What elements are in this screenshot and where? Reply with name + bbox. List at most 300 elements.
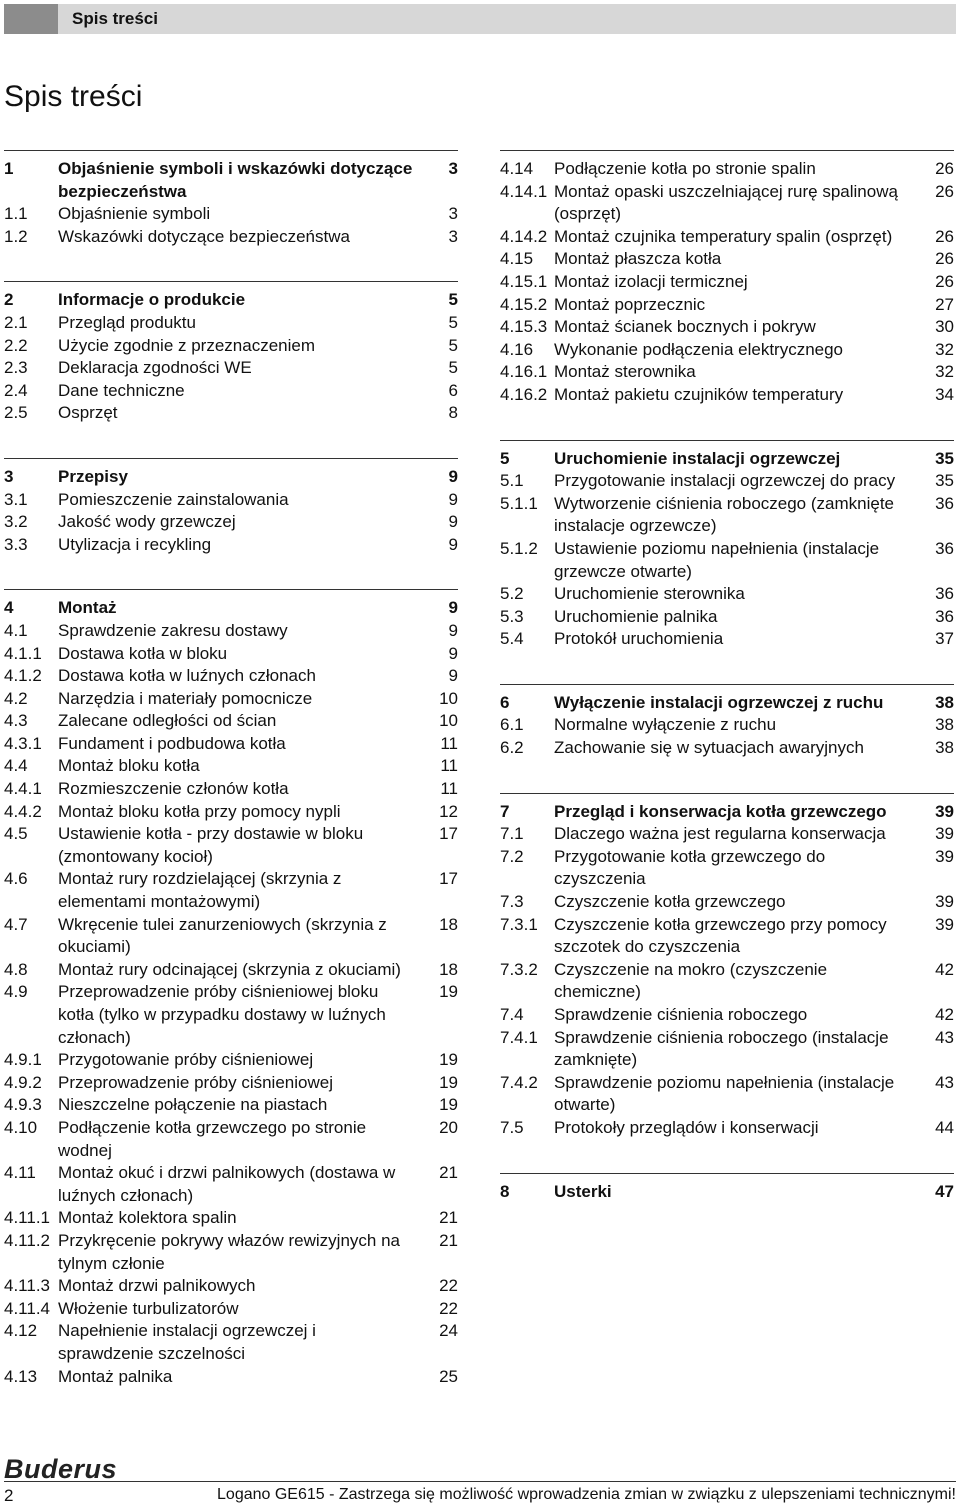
entry-page: 9 — [448, 466, 458, 486]
entry-number: 4.2 — [4, 688, 28, 708]
toc-section — [500, 793, 954, 1140]
toc-entry[interactable] — [500, 226, 954, 249]
toc-entry[interactable] — [500, 316, 954, 339]
entry-number: 7.4.1 — [500, 1027, 538, 1047]
entry-title: Montaż bloku kotła przy pomocy nypli — [58, 801, 341, 821]
entry-page: 5 — [448, 358, 458, 378]
toc-section — [500, 150, 954, 407]
entry-page: 47 — [935, 1181, 954, 1201]
entry-title: Podłączenie kotła po stronie spalin — [554, 159, 816, 178]
entry-page: 26 — [935, 159, 954, 178]
section-gap — [500, 407, 954, 440]
entry-page: 32 — [935, 339, 954, 359]
entry-number: 4.15.3 — [500, 317, 548, 337]
entry-page: 17 — [439, 869, 458, 889]
entry-title: Nieszczelne połączenie na piastach — [58, 1095, 328, 1115]
entry-page: 17 — [439, 824, 458, 844]
entry-page: 43 — [935, 1027, 954, 1047]
entry-number: 3.2 — [4, 512, 28, 532]
entry-title: Dostawa kotła w bloku — [58, 643, 228, 663]
entry-number: 4.4.2 — [4, 801, 42, 821]
toc-chapter-entry[interactable] — [4, 597, 458, 620]
toc-entry[interactable] — [4, 733, 458, 756]
entry-title: Montaż rury rozdzielającej (skrzynia z elementami montażowymi) — [58, 869, 342, 912]
entry-title: Montaż poprzecznic — [554, 294, 706, 314]
toc-chapter-entry[interactable] — [4, 158, 458, 203]
entry-title: Dlaczego ważna jest regularna konserwacja — [554, 824, 886, 844]
brand-logo: Buderus — [4, 1454, 118, 1484]
toc-entry[interactable] — [500, 914, 954, 959]
entry-title: Informacje o produkcie — [58, 290, 246, 310]
entry-title: Protokoły przeglądów i konserwacji — [554, 1117, 819, 1137]
toc-entry[interactable] — [4, 1230, 458, 1275]
entry-title: Montaż izolacji termicznej — [554, 271, 748, 291]
page-title: Spis treści — [4, 80, 143, 113]
entry-number: 2.1 — [4, 312, 28, 332]
entry-page: 39 — [935, 824, 954, 844]
entry-page: 32 — [935, 362, 954, 382]
entry-number: 5.1 — [500, 471, 524, 491]
toc-entry[interactable] — [4, 643, 458, 666]
entry-number: 4.16 — [500, 339, 534, 359]
entry-number: 4.3 — [4, 711, 28, 731]
toc-entry[interactable] — [4, 1298, 458, 1321]
toc-entry[interactable] — [4, 755, 458, 778]
toc-entry[interactable] — [4, 823, 458, 868]
toc-entry[interactable] — [500, 959, 954, 1004]
entry-page: 22 — [439, 1276, 458, 1296]
entry-page: 37 — [935, 629, 954, 649]
toc-entry[interactable] — [4, 380, 458, 403]
entry-page: 21 — [439, 1163, 458, 1183]
entry-page: 26 — [935, 226, 954, 246]
entry-title: Podłączenie kotła grzewczego po stronie wodnej — [58, 1117, 367, 1160]
entry-title: Przeprowadzenie próby ciśnieniowej — [58, 1072, 333, 1092]
entry-title: Przygotowanie instalacji ogrzewczej do pracy — [554, 471, 896, 491]
entry-page: 10 — [439, 711, 458, 731]
entry-number: 4.1.1 — [4, 643, 42, 663]
toc-entry[interactable] — [500, 470, 954, 493]
entry-title: Montaż płaszcza kotła — [554, 249, 722, 269]
entry-page: 5 — [448, 290, 458, 310]
footer-page-number: 2 — [4, 1486, 14, 1505]
section-gap — [4, 556, 458, 589]
entry-page: 43 — [935, 1072, 954, 1092]
entry-number: 4.14.1 — [500, 181, 548, 201]
toc-chapter-entry[interactable] — [500, 692, 954, 715]
entry-number: 1.1 — [4, 204, 28, 224]
entry-title: Montaż okuć i drzwi palnikowych (dostawa w luźnych członach) — [58, 1163, 396, 1205]
entry-number: 4.1.2 — [4, 666, 42, 686]
entry-title: Montaż pakietu czujników temperatury — [554, 384, 844, 404]
entry-title: Montaż palnika — [58, 1366, 173, 1386]
entry-title: Uruchomienie palnika — [554, 606, 718, 626]
entry-page: 3 — [448, 159, 458, 178]
entry-number: 4.4.1 — [4, 779, 42, 799]
entry-number: 5.4 — [500, 629, 524, 649]
entry-page: 22 — [439, 1298, 458, 1318]
entry-page: 39 — [935, 914, 954, 934]
entry-title: Montaż kolektora spalin — [58, 1208, 237, 1228]
entry-number: 4.15.2 — [500, 294, 548, 314]
entry-number: 5.1.1 — [500, 493, 538, 513]
entry-page: 10 — [439, 688, 458, 708]
toc-entry[interactable] — [4, 1117, 458, 1162]
entry-number: 2 — [4, 290, 14, 310]
entry-title: Montaż czujnika temperatury spalin (osprzęt) — [554, 226, 893, 246]
entry-title: Przeprowadzenie próby ciśnieniowej bloku kotła (tylko w przypadku dostawy w luźnych członach) — [58, 982, 386, 1047]
toc-entry[interactable] — [500, 271, 954, 294]
entry-number: 7.1 — [500, 824, 524, 844]
entry-number: 2.3 — [4, 358, 28, 378]
entry-title: Wkręcenie tulei zanurzeniowych (skrzynia z okuciami) — [58, 914, 387, 957]
entry-number: 5 — [500, 448, 510, 468]
entry-title: Montaż — [58, 598, 117, 618]
header-marker — [4, 4, 58, 34]
entry-title: Objaśnienie symboli — [58, 204, 211, 224]
entry-title: Montaż drzwi palnikowych — [58, 1276, 256, 1296]
entry-number: 6.1 — [500, 715, 524, 735]
entry-title: Przegląd i konserwacja kotła grzewczego — [554, 801, 887, 821]
entry-title: Osprzęt — [58, 403, 118, 423]
entry-page: 20 — [439, 1117, 458, 1137]
entry-page: 44 — [935, 1117, 954, 1137]
entry-number: 5.3 — [500, 606, 524, 626]
entry-number: 4.4 — [4, 756, 28, 776]
section-gap — [4, 425, 458, 458]
toc-entry[interactable] — [4, 1275, 458, 1298]
toc-entry[interactable] — [4, 1072, 458, 1095]
entry-number: 4.1 — [4, 620, 28, 640]
entry-page: 39 — [935, 846, 954, 866]
entry-number: 2.5 — [4, 403, 28, 423]
entry-number: 4.9.1 — [4, 1050, 42, 1070]
toc-section — [500, 1173, 954, 1204]
section-gap — [4, 248, 458, 281]
entry-number: 4.11.3 — [4, 1276, 51, 1296]
entry-number: 6 — [500, 692, 510, 712]
entry-page: 3 — [448, 226, 458, 246]
entry-number: 4.9 — [4, 982, 28, 1002]
entry-number: 7.5 — [500, 1117, 524, 1137]
toc-entry[interactable] — [4, 868, 458, 913]
entry-title: Wykonanie podłączenia elektrycznego — [554, 339, 844, 359]
entry-title: Objaśnienie symboli i wskazówki dotyczące bezpieczeństwa — [58, 159, 413, 201]
entry-page: 24 — [439, 1321, 458, 1341]
entry-page: 38 — [935, 692, 954, 712]
toc-entry[interactable] — [4, 335, 458, 358]
entry-number: 3.1 — [4, 489, 28, 509]
footer-disclaimer: Logano GE615 - Zastrzega się możliwość wprowadzenia zmian w związku z ulepszeniami technicznymi! — [217, 1486, 956, 1503]
toc-section — [4, 589, 458, 1388]
header-bar — [4, 4, 956, 34]
entry-number: 7.2 — [500, 846, 524, 866]
toc-entry[interactable] — [4, 981, 458, 1049]
section-gap — [500, 651, 954, 684]
toc-section — [4, 281, 458, 425]
entry-page: 11 — [440, 756, 458, 776]
toc-chapter-entry[interactable] — [500, 1181, 954, 1204]
entry-number: 4.3.1 — [4, 733, 42, 753]
entry-page: 18 — [439, 914, 458, 934]
entry-title: Montaż sterownika — [554, 362, 696, 382]
toc-section — [500, 440, 954, 651]
entry-page: 21 — [439, 1208, 458, 1228]
entry-number: 4.14 — [500, 159, 534, 178]
entry-page: 19 — [439, 1050, 458, 1070]
entry-title: Zalecane odległości od ścian — [58, 711, 277, 731]
entry-number: 4.16.2 — [500, 384, 548, 404]
entry-title: Czyszczenie na mokro (czyszczenie chemiczne) — [554, 959, 828, 1002]
toc-chapter-entry[interactable] — [500, 801, 954, 824]
toc-entry[interactable] — [4, 1207, 458, 1230]
entry-title: Montaż bloku kotła — [58, 756, 200, 776]
entry-page: 9 — [448, 598, 458, 618]
toc-entry[interactable] — [4, 226, 458, 249]
entry-number: 7.4.2 — [500, 1072, 538, 1092]
entry-title: Narzędzia i materiały pomocnicze — [58, 688, 313, 708]
entry-page: 30 — [935, 317, 954, 337]
entry-title: Czyszczenie kotła grzewczego przy pomocy szczotek do czyszczenia — [554, 914, 887, 957]
entry-number: 7 — [500, 801, 510, 821]
entry-title: Ustawienie kotła - przy dostawie w bloku (zmontowany kocioł) — [58, 824, 364, 866]
entry-number: 4.16.1 — [500, 362, 548, 382]
header-title: Spis treści — [72, 9, 158, 28]
toc-entry[interactable] — [500, 714, 954, 737]
entry-number: 7.4 — [500, 1005, 524, 1024]
entry-title: Wyłączenie instalacji ogrzewczej z ruchu — [554, 692, 884, 712]
entry-page: 27 — [935, 294, 954, 314]
entry-number: 4.13 — [4, 1366, 38, 1386]
entry-page: 34 — [935, 384, 954, 404]
toc-chapter-entry[interactable] — [4, 289, 458, 312]
entry-number: 2.2 — [4, 335, 28, 355]
toc-entry[interactable] — [500, 583, 954, 606]
toc-entry[interactable] — [500, 891, 954, 914]
toc-entry[interactable] — [4, 778, 458, 801]
entry-title: Przegląd produktu — [58, 312, 196, 332]
toc-entry[interactable] — [500, 158, 954, 181]
entry-page: 36 — [935, 493, 954, 513]
entry-number: 4.12 — [4, 1321, 38, 1341]
toc-entry[interactable] — [4, 801, 458, 824]
entry-page: 19 — [439, 1072, 458, 1092]
entry-title: Dane techniczne — [58, 380, 185, 400]
entry-title: Czyszczenie kotła grzewczego — [554, 892, 786, 912]
entry-number: 4.8 — [4, 959, 28, 979]
entry-title: Utylizacja i recykling — [58, 534, 212, 554]
entry-title: Napełnienie instalacji ogrzewczej i sprawdzenie szczelności — [58, 1321, 316, 1363]
entry-number: 4.11.4 — [4, 1298, 51, 1318]
toc-entry[interactable] — [4, 489, 458, 512]
entry-number: 4.11.2 — [4, 1230, 51, 1250]
entry-number: 6.2 — [500, 738, 524, 758]
toc-entry[interactable] — [4, 203, 458, 226]
toc-section — [4, 150, 458, 248]
entry-page: 38 — [935, 715, 954, 735]
toc-entry[interactable] — [500, 493, 954, 538]
entry-page: 38 — [935, 738, 954, 758]
entry-title: Przykręcenie pokrywy włazów rewizyjnych na tylnym członie — [58, 1230, 401, 1273]
entry-title: Przepisy — [58, 466, 128, 486]
toc-entry[interactable] — [4, 1094, 458, 1117]
toc-entry[interactable] — [4, 1049, 458, 1072]
toc-entry[interactable] — [500, 737, 954, 760]
entry-page: 39 — [935, 892, 954, 912]
entry-number: 4.11.1 — [4, 1208, 51, 1228]
entry-title: Montaż rury odcinającej (skrzynia z okuciami) — [58, 959, 401, 979]
entry-number: 4.15 — [500, 249, 534, 269]
toc-entry[interactable] — [4, 665, 458, 688]
toc-entry[interactable] — [500, 294, 954, 317]
toc-entry[interactable] — [500, 181, 954, 226]
section-gap — [500, 760, 954, 793]
entry-page: 21 — [439, 1230, 458, 1250]
entry-title: Usterki — [554, 1181, 612, 1201]
entry-page: 8 — [448, 403, 458, 423]
toc-entry[interactable] — [500, 538, 954, 583]
entry-page: 39 — [935, 801, 954, 821]
entry-page: 12 — [439, 801, 458, 821]
entry-title: Uruchomienie instalacji ogrzewczej — [554, 448, 841, 468]
entry-title: Dostawa kotła w luźnych członach — [58, 666, 316, 686]
entry-page: 19 — [439, 982, 458, 1002]
toc-entry[interactable] — [4, 688, 458, 711]
entry-page: 42 — [935, 959, 954, 979]
toc-entry[interactable] — [4, 710, 458, 733]
entry-title: Zachowanie się w sytuacjach awaryjnych — [554, 738, 864, 758]
entry-title: Rozmieszczenie członów kotła — [58, 779, 289, 799]
section-gap — [500, 1140, 954, 1173]
entry-number: 4.10 — [4, 1117, 38, 1137]
entry-title: Przygotowanie kotła grzewczego do czyszczenia — [554, 846, 826, 889]
entry-number: 4 — [4, 598, 14, 618]
entry-number: 3.3 — [4, 534, 28, 554]
entry-title: Ustawienie poziomu napełnienia (instalacje grzewcze otwarte) — [554, 538, 880, 581]
toc-entry[interactable] — [500, 248, 954, 271]
entry-number: 5.1.2 — [500, 538, 538, 558]
entry-title: Jakość wody grzewczej — [58, 512, 236, 532]
entry-title: Montaż ścianek bocznych i pokryw — [554, 317, 816, 337]
entry-number: 1.2 — [4, 226, 28, 246]
toc-entry[interactable] — [500, 384, 954, 407]
entry-number: 5.2 — [500, 584, 524, 604]
entry-number: 4.6 — [4, 869, 28, 889]
footer-divider — [4, 1481, 956, 1482]
toc-entry[interactable] — [4, 357, 458, 380]
entry-title: Wskazówki dotyczące bezpieczeństwa — [58, 226, 350, 246]
entry-title: Sprawdzenie zakresu dostawy — [58, 620, 288, 640]
toc-entry[interactable] — [500, 606, 954, 629]
entry-title: Montaż opaski uszczelniającej rurę spalinową (osprzęt) — [554, 181, 898, 224]
entry-title: Użycie zgodnie z przeznaczeniem — [58, 335, 316, 355]
toc-entry[interactable] — [500, 361, 954, 384]
toc-entry[interactable] — [500, 1072, 954, 1117]
toc-entry[interactable] — [500, 1004, 954, 1027]
entry-page: 5 — [448, 335, 458, 355]
entry-number: 7.3 — [500, 892, 524, 912]
toc-chapter-entry[interactable] — [500, 448, 954, 471]
entry-title: Deklaracja zgodności WE — [58, 358, 252, 378]
entry-page: 11 — [440, 733, 458, 753]
entry-page: 9 — [448, 620, 458, 640]
toc-entry[interactable] — [4, 1162, 458, 1207]
entry-number: 4.11 — [4, 1163, 36, 1183]
entry-number: 2.4 — [4, 380, 28, 400]
entry-number: 4.7 — [4, 914, 28, 934]
toc-entry[interactable] — [500, 823, 954, 846]
entry-title: Sprawdzenie ciśnienia roboczego — [554, 1005, 808, 1024]
entry-number: 8 — [500, 1181, 510, 1201]
entry-page: 35 — [935, 448, 954, 468]
entry-title: Sprawdzenie poziomu napełnienia (instalacje otwarte) — [554, 1072, 895, 1115]
entry-title: Uruchomienie sterownika — [554, 584, 745, 604]
toc-entry[interactable] — [4, 534, 458, 557]
entry-title: Sprawdzenie ciśnienia roboczego (instalacje zamknięte) — [554, 1027, 889, 1070]
entry-number: 4.9.2 — [4, 1072, 42, 1092]
entry-title: Przygotowanie próby ciśnieniowej — [58, 1050, 314, 1070]
entry-title: Normalne wyłączenie z ruchu — [554, 715, 777, 735]
toc-entry[interactable] — [4, 402, 458, 425]
entry-number: 7.3.1 — [500, 914, 538, 934]
entry-number: 1 — [4, 159, 14, 178]
entry-number: 4.9.3 — [4, 1095, 42, 1115]
entry-page: 5 — [448, 312, 458, 332]
entry-page: 6 — [448, 380, 458, 400]
entry-title: Fundament i podbudowa kotła — [58, 733, 286, 753]
entry-page: 36 — [935, 538, 954, 558]
toc-entry[interactable] — [500, 846, 954, 891]
toc-entry[interactable] — [4, 914, 458, 959]
entry-page: 9 — [448, 643, 458, 663]
toc-entry[interactable] — [4, 312, 458, 335]
toc-entry[interactable] — [4, 1320, 458, 1365]
entry-title: Protokół uruchomienia — [554, 629, 724, 649]
entry-page: 26 — [935, 271, 954, 291]
toc-chapter-entry[interactable] — [4, 466, 458, 489]
toc-section — [4, 458, 458, 556]
entry-page: 26 — [935, 181, 954, 201]
entry-title: Włożenie turbulizatorów — [58, 1298, 239, 1318]
toc-left-column — [4, 150, 458, 1388]
entry-page: 25 — [439, 1366, 458, 1386]
entry-page: 35 — [935, 471, 954, 491]
entry-page: 18 — [439, 959, 458, 979]
entry-number: 4.15.1 — [500, 271, 548, 291]
toc-entry[interactable] — [4, 959, 458, 982]
entry-number: 7.3.2 — [500, 959, 538, 979]
entry-page: 9 — [448, 666, 458, 686]
entry-page: 9 — [448, 534, 458, 554]
toc-entry[interactable] — [500, 1027, 954, 1072]
entry-page: 19 — [439, 1095, 458, 1115]
entry-number: 4.5 — [4, 824, 28, 844]
entry-page: 36 — [935, 584, 954, 604]
toc-entry[interactable] — [4, 1366, 458, 1389]
toc-entry[interactable] — [4, 511, 458, 534]
toc-entry[interactable] — [500, 339, 954, 362]
entry-page: 9 — [448, 489, 458, 509]
toc-section — [500, 684, 954, 760]
entry-number: 4.14.2 — [500, 226, 548, 246]
toc-entry[interactable] — [4, 620, 458, 643]
entry-page: 11 — [440, 779, 458, 799]
entry-title: Pomieszczenie zainstalowania — [58, 489, 289, 509]
toc-right-column — [500, 150, 954, 1203]
toc-entry[interactable] — [500, 1117, 954, 1140]
toc-entry[interactable] — [500, 628, 954, 651]
entry-title: Wytworzenie ciśnienia roboczego (zamknięte instalacje ogrzewcze) — [554, 493, 894, 536]
